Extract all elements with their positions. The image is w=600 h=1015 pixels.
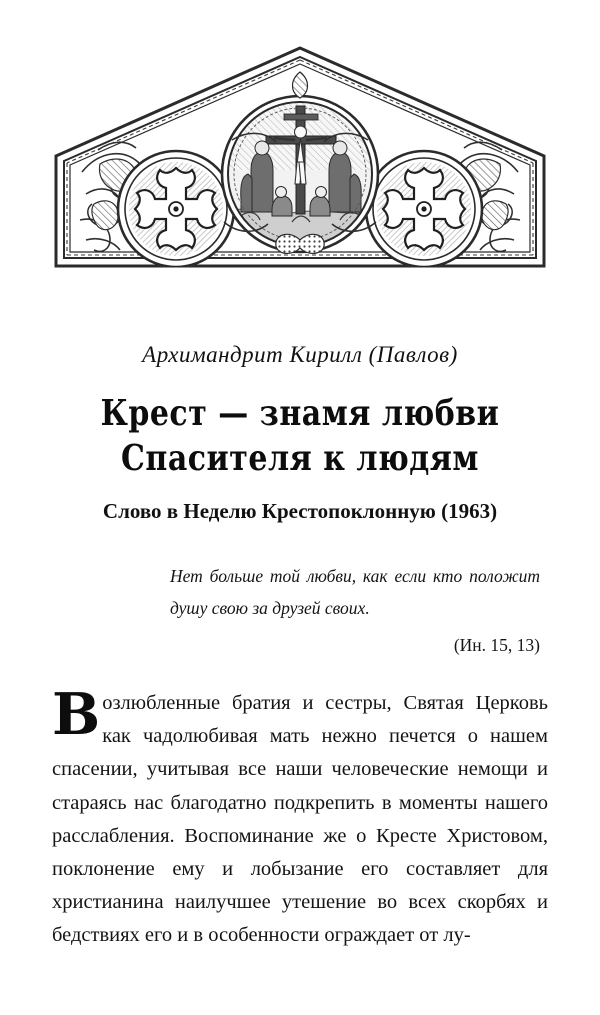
body-text (52, 680, 548, 953)
page-subtitle: Слово в Неделю Крестопоклонную (1963) (102, 498, 498, 523)
epigraph-text: Нет больше той любви, как если кто положит душу свою за друзей своих. (170, 565, 540, 619)
epigraph (170, 560, 540, 661)
crucifixion-headpiece-ornament (52, 44, 548, 276)
page-title (52, 392, 548, 483)
paragraph-1: озлюбленные братия и сестры, Святая Церковь как чадолюбивая мать нежно печется о нашем спасении, учитывая все наши человеческие немощи и стараясь нас благодатно подкрепить в моменты нашего расслабления. Воспоминание же о Кресте Христовом, поклонение ему и лобызание его составляет для христианина наилучшее утешение во всех скорбях и бедствиях его и в особенности ограждает от лу- (52, 691, 548, 947)
title-line-1: Крест — знамя любви (100, 393, 500, 435)
drop-cap: В (52, 680, 101, 748)
author-name: Архимандрит Кирилл (Павлов) (142, 342, 458, 367)
book-page (0, 44, 600, 1015)
title-line-2: Спасителя к людям (121, 438, 479, 480)
epigraph-reference: (Ин. 15, 13) (453, 634, 540, 655)
